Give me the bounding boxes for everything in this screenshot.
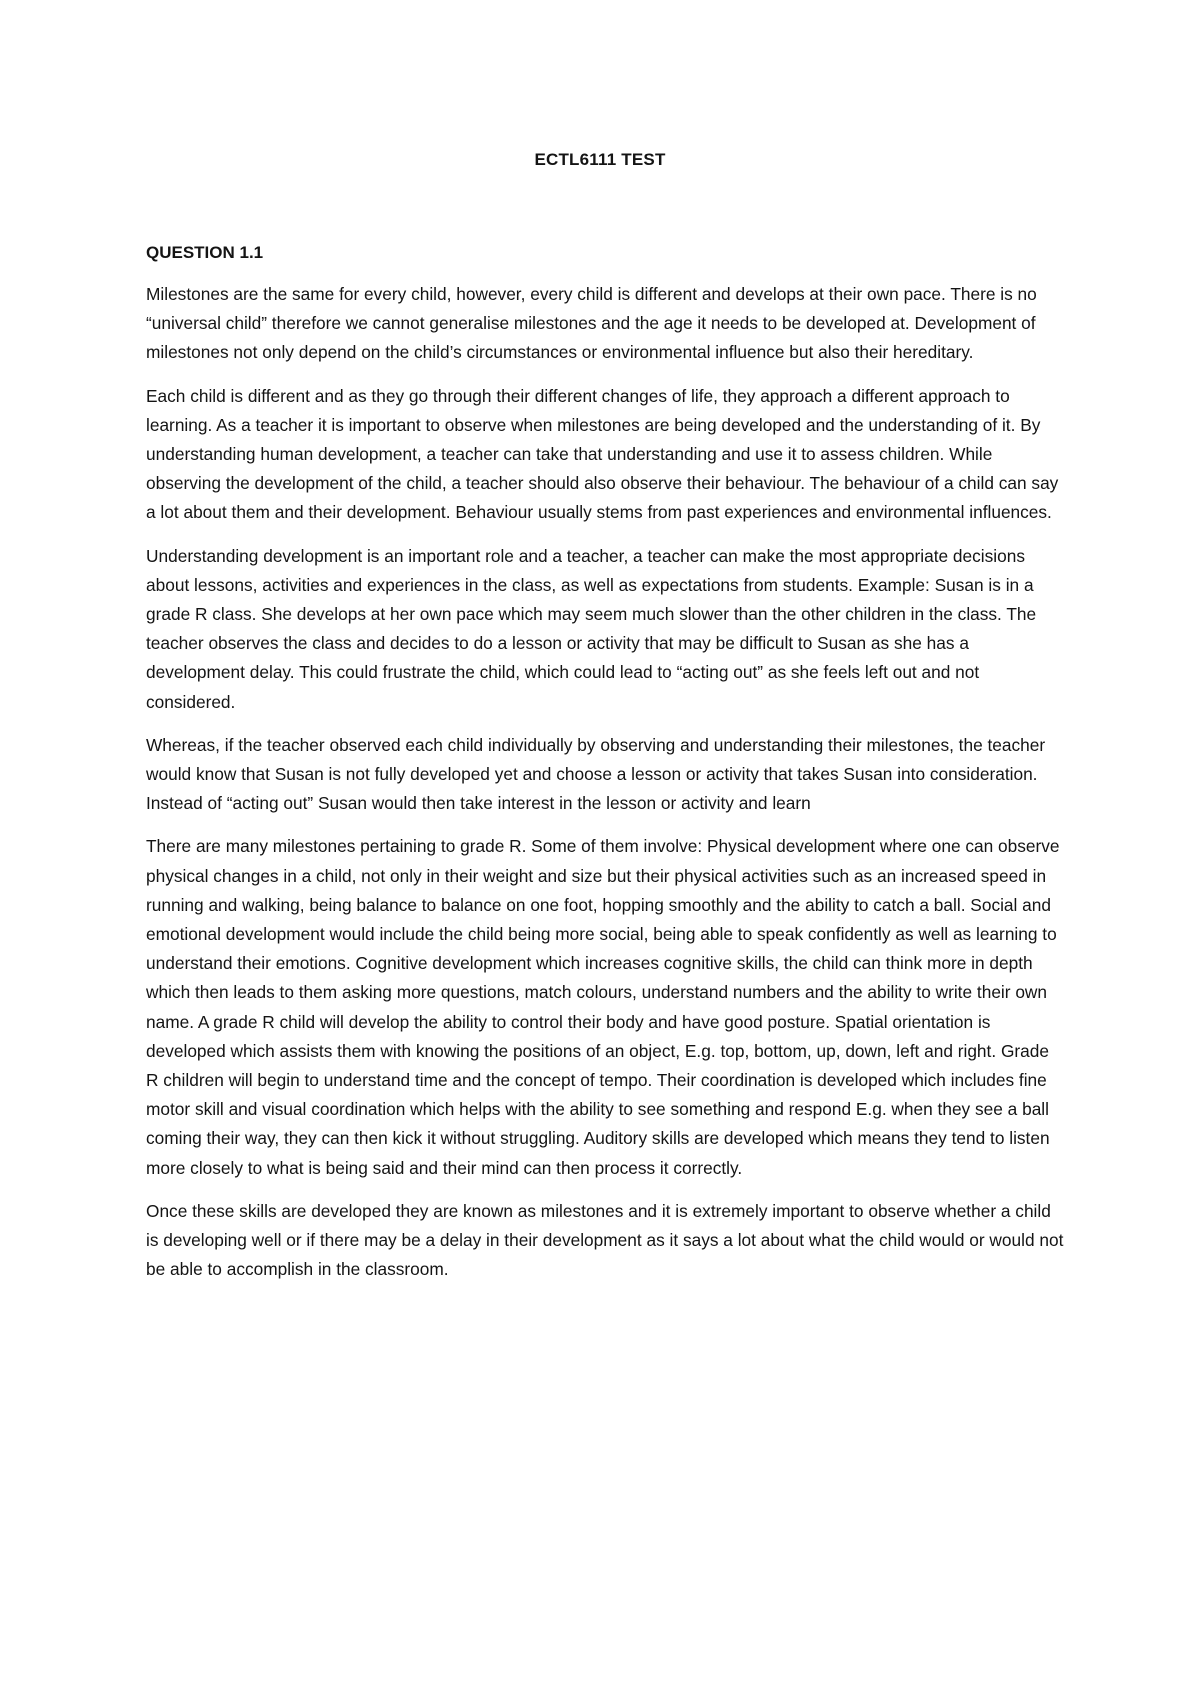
- paragraph-observing-development: Each child is different and as they go through their different changes of life, they approach a different approach to learning. As a teacher it is important to observe when milestones are being developed and the understanding of it. By understanding human development, a teacher can take that understanding and use it to assess children. While observing the development of the child, a teacher should also observe their behaviour. The behaviour of a child can say a lot about them and their development. Behaviour usually stems from past experiences and environmental influences.: [146, 385, 1059, 523]
- paragraph-susan-example: Understanding development is an important role and a teacher, a teacher can make the most appropriate decisions about lessons, activities and experiences in the class, as well as expectations from students. Example: Susan is in a grade R class. She develops at her own pace which may seem much slower than the other children in the class. The teacher observes the class and decides to do a lesson or activity that may be difficult to Susan as she has a development delay. This could frustrate the child, which could lead to “acting out” as she feels left out and not considered.: [146, 545, 1037, 712]
- paragraph-milestones-intro: Milestones are the same for every child, however, every child is different and develops at their own pace. There is no “universal child” therefore we cannot generalise milestones and the age it needs to be developed at. Development of milestones not only depend on the child’s circumstances or environmental influence but also their hereditary.: [146, 284, 1037, 363]
- paragraph-conclusion: Once these skills are developed they are known as milestones and it is extremely important to observe whether a child is developing well or if there may be a delay in their development as it says a lot about what the child would or would not be able to accomplish in the classroom.: [146, 1200, 1064, 1280]
- document-body: [146, 241, 1066, 1299]
- paragraph-grade-r-milestones: There are many milestones pertaining to grade R. Some of them involve: Physical development where one can observe physical changes in a child, not only in their weight and size but their physical activities such as an increased speed in running and walking, being balance to balance on one foot, hopping smoothly and the ability to catch a ball. Social and emotional development would include the child being more social, being able to speak confidently as well as learning to understand their emotions. Cognitive development which increases cognitive skills, the child can think more in depth which then leads to them asking more questions, match colours, understand numbers and the ability to write their own name. A grade R child will develop the ability to control their body and have good posture. Spatial orientation is developed which assists them with knowing the positions of an object, E.g. top, bottom, up, down, left and right. Grade R children will begin to understand time and the concept of tempo. Their coordination is developed which includes fine motor skill and visual coordination which helps with the ability to see something and respond E.g. when they see a ball coming their way, they can then kick it without struggling. Auditory skills are developed which means they tend to listen more closely to what is being said and their mind can then process it correctly.: [146, 836, 1060, 1178]
- paragraph-individual-observation: Whereas, if the teacher observed each child individually by observing and understanding their milestones, the teacher would know that Susan is not fully developed yet and choose a lesson or activity that takes Susan into consideration. Instead of “acting out” Susan would then take interest in the lesson or activity and learn: [146, 734, 1046, 814]
- document-title: ECTL6111 TEST: [534, 150, 666, 169]
- question-heading: QUESTION 1.1: [146, 243, 264, 262]
